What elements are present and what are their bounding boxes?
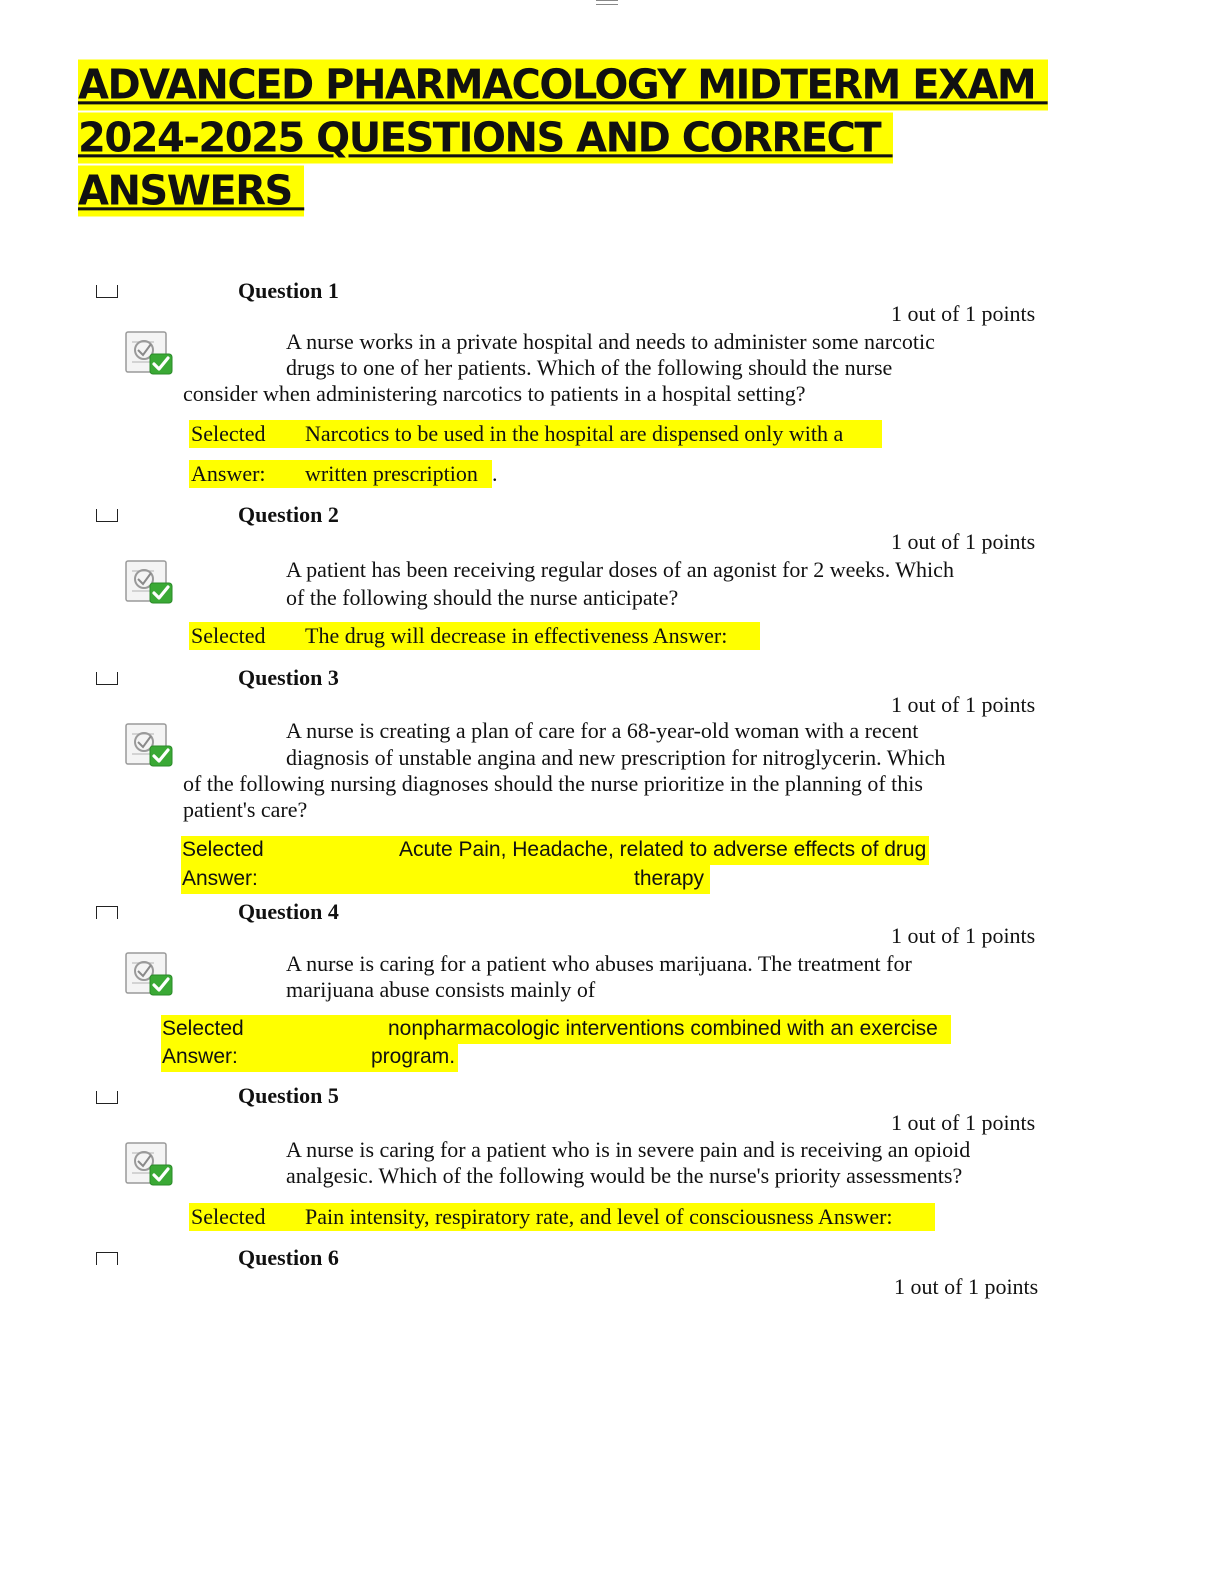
question-1-text-line-1: A nurse works in a private hospital and needs to administer some narcotic <box>286 329 935 354</box>
correct-check-icon <box>124 1139 174 1189</box>
question-5-answer-row-1 <box>189 1203 935 1231</box>
answer-text: program. <box>371 1045 456 1068</box>
question-1-points: 1 out of 1 points <box>891 301 1036 326</box>
question-6-title: Question 6 <box>238 1245 339 1270</box>
question-4-text-line-1: A nurse is caring for a patient who abuses marijuana. The treatment for <box>286 951 912 976</box>
page-top-mark <box>596 0 618 5</box>
question-2-answer-row-1 <box>189 622 760 650</box>
correct-check-icon <box>124 328 174 378</box>
question-1-text-line-2: drugs to one of her patients. Which of the following should the nurse <box>286 355 893 380</box>
correct-check-icon <box>124 949 174 999</box>
answer-text: Narcotics to be used in the hospital are dispensed only with a <box>305 421 844 446</box>
answer-suffix: . <box>492 461 498 486</box>
selected-label: Selected <box>191 421 266 446</box>
question-3-text-line-3: of the following nursing diagnoses should the nurse prioritize in the planning of this <box>183 771 923 796</box>
question-5-points: 1 out of 1 points <box>891 1110 1036 1135</box>
selected-label: Selected <box>162 1017 244 1040</box>
answer-text: therapy <box>634 867 705 890</box>
selected-label: Selected <box>182 838 264 861</box>
answer-text: Acute Pain, Headache, related to adverse effects of drug <box>399 838 927 861</box>
question-2-text-line-1: A patient has been receiving regular doses of an agonist for 2 weeks. Which <box>286 557 954 582</box>
question-4-answer-row-2 <box>161 1043 458 1072</box>
question-3-text-line-2: diagnosis of unstable angina and new prescription for nitroglycerin. Which <box>286 745 946 770</box>
answer-label: Answer: <box>162 1045 238 1068</box>
question-5-title: Question 5 <box>238 1083 339 1108</box>
question-2-points: 1 out of 1 points <box>891 529 1036 554</box>
answer-text: nonpharmacologic interventions combined with an exercise <box>388 1017 938 1040</box>
question-4-points: 1 out of 1 points <box>891 923 1036 948</box>
question-6-points: 1 out of 1 points <box>894 1274 1039 1299</box>
answer-text: written prescription <box>305 461 478 486</box>
question-3-text-line-1: A nurse is creating a plan of care for a 68-year-old woman with a recent <box>286 718 919 743</box>
answer-label: Answer: <box>182 867 258 890</box>
question-2-title: Question 2 <box>238 502 339 527</box>
question-3-text-line-4: patient's care? <box>183 797 308 822</box>
correct-check-icon <box>124 720 174 770</box>
question-4-text-line-2: marijuana abuse consists mainly of <box>286 977 596 1002</box>
question-5-checkbox[interactable] <box>96 1091 118 1104</box>
question-2-text-line-2: of the following should the nurse anticipate? <box>286 585 679 610</box>
page-title-line-3: ANSWERS <box>78 166 304 217</box>
question-3-answer-row-2 <box>181 865 710 894</box>
question-1-title: Question 1 <box>238 278 339 303</box>
answer-label: Answer: <box>191 461 266 486</box>
question-6-checkbox[interactable] <box>96 1252 118 1265</box>
question-4-title: Question 4 <box>238 899 339 924</box>
question-1-answer-row-1 <box>189 420 882 448</box>
question-5-text-line-1: A nurse is caring for a patient who is in severe pain and is receiving an opioid <box>286 1137 971 1162</box>
question-3-points: 1 out of 1 points <box>891 692 1036 717</box>
question-3-answer-row-1 <box>181 836 929 865</box>
question-3-title: Question 3 <box>238 665 339 690</box>
question-1-checkbox[interactable] <box>96 285 118 298</box>
page-title-line-1: ADVANCED PHARMACOLOGY MIDTERM EXAM <box>78 60 1048 111</box>
question-5-text-line-2: analgesic. Which of the following would be the nurse's priority assessments? <box>286 1163 963 1188</box>
answer-text: Pain intensity, respiratory rate, and level of consciousness Answer: <box>305 1204 893 1229</box>
page-title-line-2: 2024-2025 QUESTIONS AND CORRECT <box>78 113 893 164</box>
selected-label: Selected <box>191 1204 266 1229</box>
selected-label: Selected <box>191 623 266 648</box>
question-2-checkbox[interactable] <box>96 509 118 522</box>
correct-check-icon <box>124 557 174 607</box>
question-1-answer-row-2 <box>189 460 492 488</box>
question-4-answer-row-1 <box>161 1015 951 1044</box>
answer-text: The drug will decrease in effectiveness Answer: <box>305 623 728 648</box>
question-3-checkbox[interactable] <box>96 672 118 685</box>
question-4-checkbox[interactable] <box>96 906 118 919</box>
question-1-text-line-3: consider when administering narcotics to patients in a hospital setting? <box>183 381 806 406</box>
